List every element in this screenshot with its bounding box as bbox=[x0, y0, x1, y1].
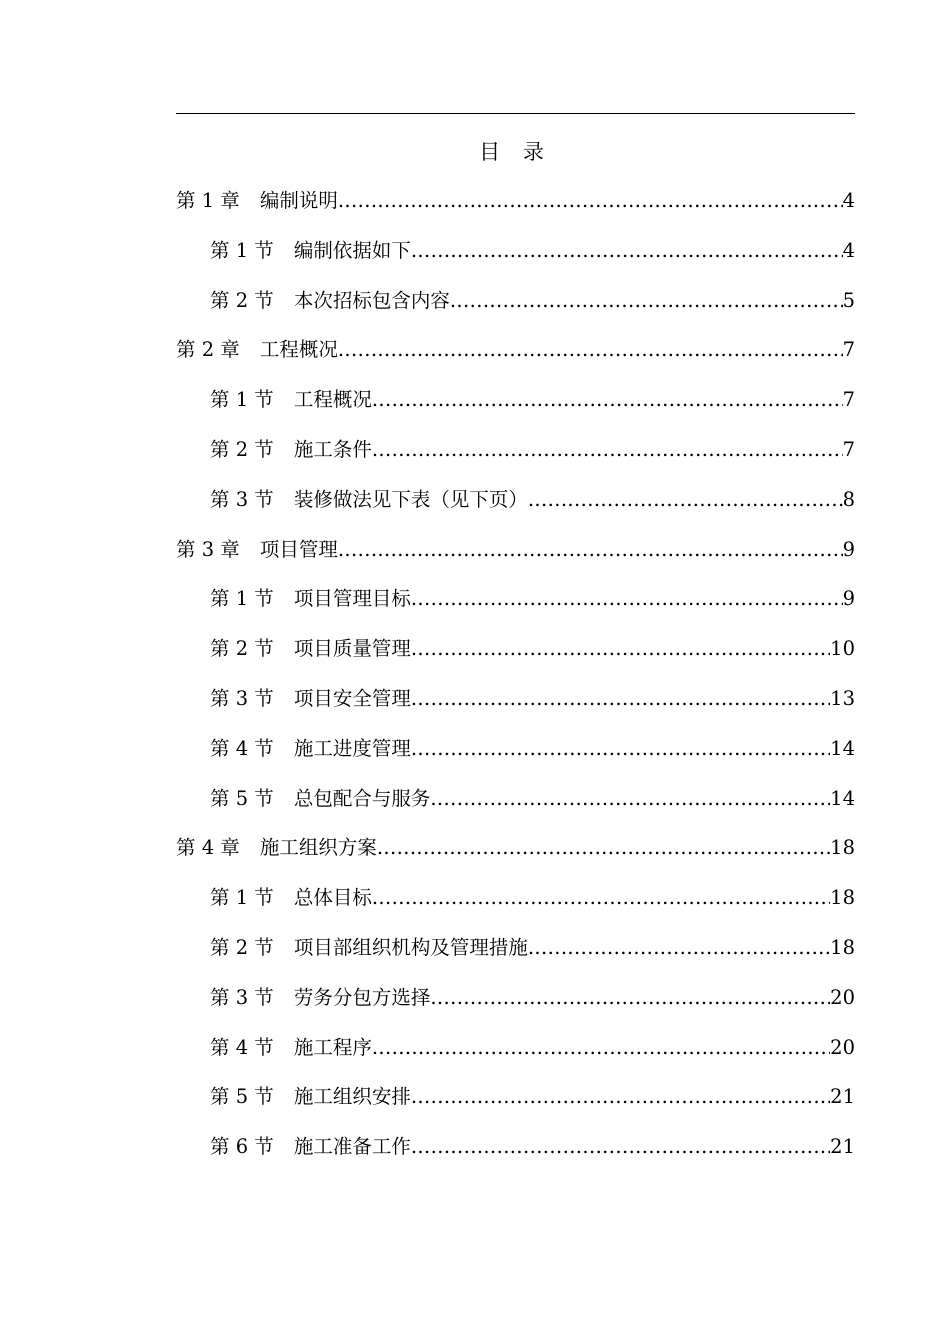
toc-entry-number: 第 4 章 bbox=[176, 836, 240, 860]
toc-entry-number: 第 2 节 bbox=[210, 637, 274, 661]
toc-dot-leader bbox=[372, 375, 843, 425]
toc-title: 目 录 bbox=[479, 140, 552, 164]
toc-section-entry[interactable] bbox=[176, 923, 855, 973]
toc-section-entry[interactable] bbox=[176, 276, 855, 326]
toc-entry-number: 第 4 节 bbox=[210, 736, 274, 760]
toc-dot-leader bbox=[372, 873, 830, 923]
toc-dot-leader bbox=[338, 176, 843, 226]
toc-entry-title: 施工程序 bbox=[293, 1035, 372, 1059]
toc-entry-page-number: 14 bbox=[830, 736, 855, 760]
toc-entry-page-number: 10 bbox=[830, 637, 855, 661]
toc-entry-number: 第 2 节 bbox=[210, 288, 274, 312]
toc-chapter-entry[interactable] bbox=[176, 176, 855, 226]
toc-entry-page-number: 9 bbox=[842, 537, 855, 561]
toc-entry-page-number: 5 bbox=[842, 288, 855, 312]
header-rule bbox=[176, 113, 855, 114]
toc-entry-number: 第 2 章 bbox=[176, 338, 240, 362]
toc-section-entry[interactable] bbox=[176, 375, 855, 425]
toc-entry-page-number: 4 bbox=[842, 189, 855, 212]
toc-entry-number: 第 2 节 bbox=[210, 437, 274, 461]
toc-entry-page-number: 13 bbox=[830, 686, 855, 710]
toc-entry-page-number: 21 bbox=[830, 1135, 855, 1159]
toc-entry-number: 第 3 节 bbox=[210, 985, 274, 1009]
toc-entry-number: 第 3 章 bbox=[176, 537, 240, 561]
toc-chapter-entry[interactable] bbox=[176, 823, 855, 873]
toc-entry-title: 施工条件 bbox=[293, 437, 372, 461]
toc-list bbox=[176, 176, 855, 1172]
toc-section-entry[interactable] bbox=[176, 873, 855, 923]
toc-dot-leader bbox=[411, 1072, 830, 1122]
toc-entry-title: 劳务分包方选择 bbox=[293, 985, 431, 1009]
toc-dot-leader bbox=[411, 1122, 830, 1172]
toc-dot-leader bbox=[411, 226, 843, 276]
toc-section-entry[interactable] bbox=[176, 574, 855, 624]
toc-dot-leader bbox=[372, 425, 843, 475]
toc-dot-leader bbox=[528, 923, 830, 973]
toc-entry-number: 第 1 章 bbox=[176, 189, 240, 212]
toc-entry-title: 总体目标 bbox=[293, 886, 372, 910]
toc-dot-leader bbox=[372, 1023, 830, 1073]
toc-section-entry[interactable] bbox=[176, 475, 855, 525]
toc-entry-page-number: 4 bbox=[842, 238, 855, 262]
toc-chapter-entry[interactable] bbox=[176, 325, 855, 375]
toc-entry-number: 第 3 节 bbox=[210, 686, 274, 710]
toc-entry-title: 项目部组织机构及管理措施 bbox=[293, 935, 528, 959]
toc-entry-number: 第 5 节 bbox=[210, 1085, 274, 1109]
toc-entry-title: 本次招标包含内容 bbox=[293, 288, 450, 312]
toc-entry-page-number: 20 bbox=[830, 1035, 855, 1059]
toc-section-entry[interactable] bbox=[176, 973, 855, 1023]
toc-dot-leader bbox=[430, 774, 830, 824]
toc-section-entry[interactable] bbox=[176, 624, 855, 674]
toc-entry-page-number: 9 bbox=[842, 587, 855, 611]
toc-dot-leader bbox=[411, 624, 830, 674]
toc-entry-title: 编制依据如下 bbox=[293, 238, 411, 262]
toc-entry-number: 第 5 节 bbox=[210, 786, 274, 810]
toc-dot-leader bbox=[411, 674, 830, 724]
toc-entry-page-number: 7 bbox=[842, 388, 855, 412]
toc-entry-title: 项目质量管理 bbox=[293, 637, 411, 661]
toc-entry-number: 第 1 节 bbox=[210, 388, 274, 412]
toc-entry-title: 项目管理 bbox=[259, 537, 338, 561]
toc-entry-page-number: 21 bbox=[830, 1085, 855, 1109]
toc-entry-title: 总包配合与服务 bbox=[293, 786, 431, 810]
toc-entry-title: 施工进度管理 bbox=[293, 736, 411, 760]
toc-entry-number: 第 1 节 bbox=[210, 886, 274, 910]
toc-entry-number: 第 1 节 bbox=[210, 587, 274, 611]
toc-entry-title: 施工组织安排 bbox=[293, 1085, 411, 1109]
toc-dot-leader bbox=[450, 276, 843, 326]
toc-entry-page-number: 18 bbox=[830, 886, 855, 910]
toc-dot-leader bbox=[528, 475, 843, 525]
toc-entry-number: 第 4 节 bbox=[210, 1035, 274, 1059]
toc-entry-page-number: 7 bbox=[842, 437, 855, 461]
toc-entry-page-number: 7 bbox=[842, 338, 855, 362]
toc-entry-page-number: 8 bbox=[842, 487, 855, 511]
toc-entry-number: 第 6 节 bbox=[210, 1135, 274, 1159]
toc-chapter-entry[interactable] bbox=[176, 525, 855, 575]
toc-section-entry[interactable] bbox=[176, 674, 855, 724]
toc-dot-leader bbox=[411, 574, 843, 624]
toc-entry-page-number: 14 bbox=[830, 786, 855, 810]
toc-section-entry[interactable] bbox=[176, 1122, 855, 1172]
toc-dot-leader bbox=[411, 724, 830, 774]
toc-section-entry[interactable] bbox=[176, 774, 855, 824]
toc-entry-number: 第 2 节 bbox=[210, 935, 274, 959]
toc-entry-title: 施工准备工作 bbox=[293, 1135, 411, 1159]
toc-section-entry[interactable] bbox=[176, 1072, 855, 1122]
toc-entry-page-number: 18 bbox=[830, 935, 855, 959]
toc-section-entry[interactable] bbox=[176, 1023, 855, 1073]
toc-entry-title: 施工组织方案 bbox=[259, 836, 377, 860]
toc-section-entry[interactable] bbox=[176, 425, 855, 475]
toc-entry-title: 项目安全管理 bbox=[293, 686, 411, 710]
toc-dot-leader bbox=[430, 973, 830, 1023]
toc-entry-title: 工程概况 bbox=[293, 388, 372, 412]
toc-dot-leader bbox=[377, 823, 830, 873]
toc-dot-leader bbox=[338, 525, 843, 575]
toc-entry-title: 装修做法见下表（见下页） bbox=[293, 487, 528, 511]
toc-section-entry[interactable] bbox=[176, 724, 855, 774]
toc-entry-page-number: 18 bbox=[830, 836, 855, 860]
toc-entry-title: 编制说明 bbox=[259, 189, 338, 212]
toc-dot-leader bbox=[338, 325, 843, 375]
toc-entry-title: 项目管理目标 bbox=[293, 587, 411, 611]
toc-entry-page-number: 20 bbox=[830, 985, 855, 1009]
toc-entry-number: 第 3 节 bbox=[210, 487, 274, 511]
toc-entry-number: 第 1 节 bbox=[210, 238, 274, 262]
toc-section-entry[interactable] bbox=[176, 226, 855, 276]
toc-entry-title: 工程概况 bbox=[259, 338, 338, 362]
